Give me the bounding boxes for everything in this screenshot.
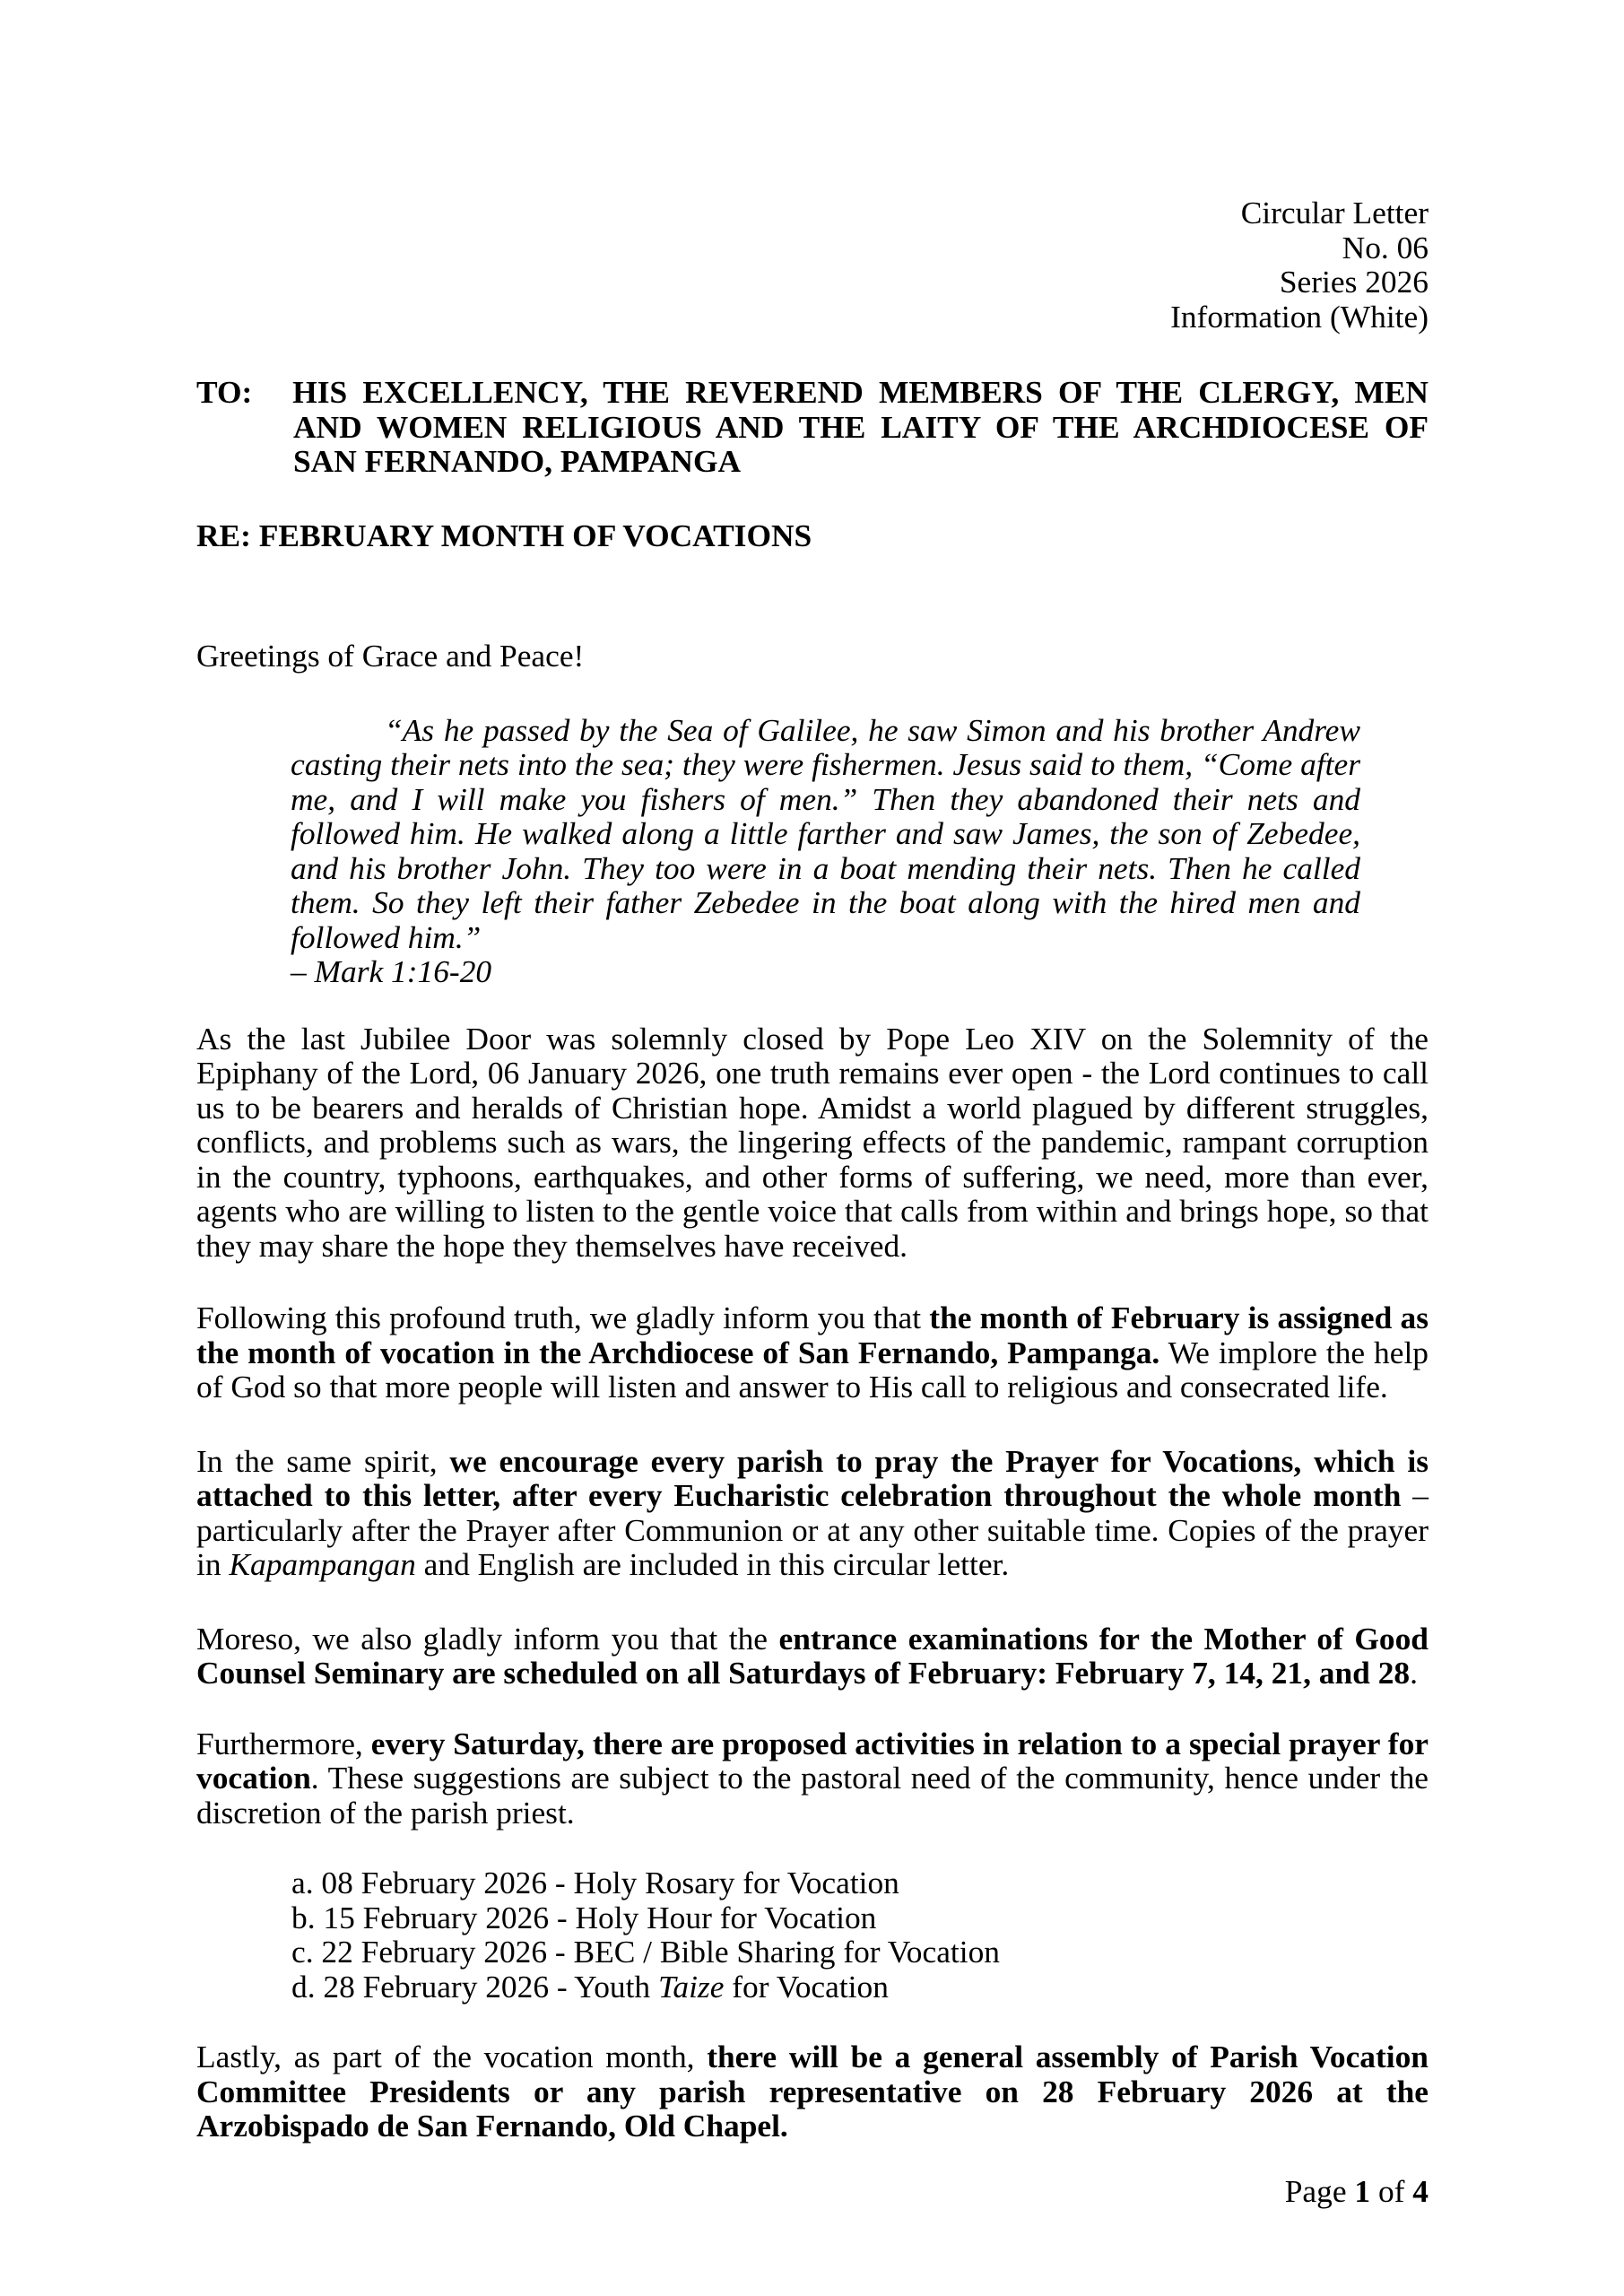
activities-list: [291, 1866, 1429, 2004]
paragraph-seminary-entrance-exams: Moreso, we also gladly inform you that the entrance examinations for the Mother of Good Counsel Seminary are scheduled on all Saturdays of February: February 7, 14, 21, and 28.: [196, 1620, 1429, 1691]
activity-item-holy-hour: b. 15 February 2026 - Holy Hour for Vocation: [291, 1899, 877, 1935]
paragraph-jubilee-door: As the last Jubilee Door was solemnly closed by Pope Leo XIV on the Solemnity of the Epiphany of the Lord, 06 January 2026, one truth remains ever open - the Lord continues to call us to be bearers and heralds of Christian hope. Amidst a world plagued by different struggles, conflicts, and problems such as wars, the lingering effects of the pandemic, rampant corruption in the country, typhoons, earthquakes, and other forms of suffering, we need, more than ever, agents who are willing to listen to the gentle voice that calls from within and brings hope, so that they may share the hope they themselves have received.: [196, 1020, 1429, 1264]
header-line-classification: Information (White): [1170, 298, 1429, 335]
header-line-series: Series 2026: [1279, 264, 1429, 300]
to-block: [196, 375, 1429, 479]
scripture-quote: [291, 713, 1360, 989]
header-line-number: No. 06: [1342, 229, 1429, 265]
paragraph-general-assembly: Lastly, as part of the vocation month, there will be a general assembly of Parish Vocation Committee Presidents or any parish representative on 28 February 2026 at the Arzobispado de San Fernando, Old Chapel.: [196, 2039, 1429, 2144]
to-label: TO:: [196, 374, 253, 410]
greeting: Greetings of Grace and Peace!: [196, 638, 585, 674]
paragraph-saturday-activities: Furthermore, every Saturday, there are proposed activities in relation to a special prayer for vocation. These suggestions are subject to the pastoral need of the community, hence under the discretion of the parish priest.: [196, 1725, 1429, 1831]
activity-item-holy-rosary: a. 08 February 2026 - Holy Rosary for Vocation: [291, 1865, 899, 1900]
letter-header: [196, 196, 1429, 334]
to-text: HIS EXCELLENCY, THE REVEREND MEMBERS OF THE CLERGY, MEN AND WOMEN RELIGIOUS AND THE LAITY OF THE ARCHDIOCESE OF SAN FERNANDO, PAMPANGA: [292, 374, 1429, 479]
page-number: Page 1 of 4: [1284, 2172, 1429, 2209]
paragraph-prayer-for-vocations: In the same spirit, we encourage every parish to pray the Prayer for Vocations, which is attached to this letter, after every Eucharistic celebration throughout the whole month – particularly after the Prayer after Communion or at any other suitable time. Copies of the prayer in Kapampangan and English are included in this circular letter.: [196, 1442, 1429, 1582]
re-line: RE: FEBRUARY MONTH OF VOCATIONS: [196, 517, 812, 553]
activity-item-youth-taize: d. 28 February 2026 - Youth Taize for Vocation: [291, 1968, 889, 2005]
scripture-quote-attribution: – Mark 1:16-20: [291, 953, 492, 989]
activity-item-bec-bible-sharing: c. 22 February 2026 - BEC / Bible Sharing for Vocation: [291, 1934, 1000, 1970]
scripture-quote-text: “As he passed by the Sea of Galilee, he saw Simon and his brother Andrew casting their nets into the sea; they were fishermen. Jesus said to them, “Come after me, and I will make you fishers of men.” Then they abandoned their nets and followed him. He walked along a little farther and saw James, the son of Zebedee, and his brother John. They too were in a boat mending their nets. Then he called them. So they left their father Zebedee in the boat along with the hired men and followed him.”: [291, 711, 1360, 955]
paragraph-february-vocation-month: Following this profound truth, we gladly inform you that the month of February is assigned as the month of vocation in the Archdiocese of San Fernando, Pampanga. We implore the help of God so that more people will listen and answer to His call to religious and consecrated life.: [196, 1300, 1429, 1405]
header-line-doc-type: Circular Letter: [1240, 195, 1429, 230]
